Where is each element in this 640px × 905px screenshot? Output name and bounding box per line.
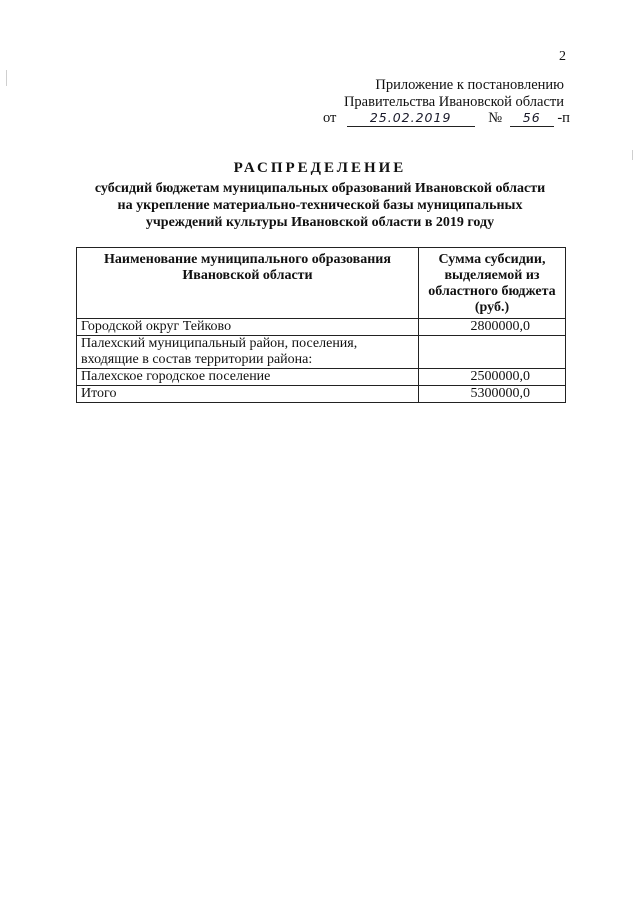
page-number: 2 [559,49,566,64]
row-amount: 5300000,0 [419,386,566,403]
subtitle-line-3: учреждений культуры Ивановской области в 2019 году [145,215,495,230]
row-name [77,336,419,369]
appendix-line-2: Правительства Ивановской области [343,94,564,110]
table-row [77,319,566,336]
row-name-line-1: Палехский муниципальный район, поселения, [81,336,358,351]
appendix-header [344,77,564,111]
subsidy-table [76,247,566,403]
subtitle-line-2: на укрепление материально-технической базы муниципальных [117,198,523,213]
row-amount [419,336,566,369]
document-title: РАСПРЕДЕЛЕНИЕ [233,160,407,176]
decree-number-label: № [488,110,503,126]
header-municipality-line-2: Ивановской области [182,268,313,283]
right-margin-mark [632,150,633,160]
header-amount-line-2: выделяемой из [444,268,540,283]
subtitle-line-1: субсидий бюджетам муниципальных образований Ивановской области [94,181,546,196]
row-name: Палехское городское поселение [77,369,419,386]
table-header-row [77,248,566,319]
decree-number: 56 [510,111,554,127]
row-amount: 2500000,0 [419,369,566,386]
row-name: Городской округ Тейково [77,319,419,336]
header-amount-line-1: Сумма субсидии, [438,252,546,267]
left-margin-mark [6,70,7,86]
decree-date: 25.02.2019 [347,111,475,127]
header-amount-line-3: областного бюджета [428,284,556,299]
row-name-line-2: входящие в состав территории района: [81,352,313,367]
row-amount: 2800000,0 [419,319,566,336]
table-row [77,369,566,386]
table-row-total [77,386,566,403]
header-amount [419,248,566,319]
table-row [77,336,566,369]
decree-suffix: -п [557,110,570,126]
document-subtitle [60,180,580,231]
decree-from-label: от [323,110,337,126]
header-municipality-line-1: Наименование муниципального образования [104,252,391,267]
header-amount-line-4: (руб.) [474,300,510,315]
appendix-line-1: Приложение к постановлению [375,77,564,93]
row-name: Итого [77,386,419,403]
decree-reference [323,110,570,127]
header-municipality [77,248,419,319]
